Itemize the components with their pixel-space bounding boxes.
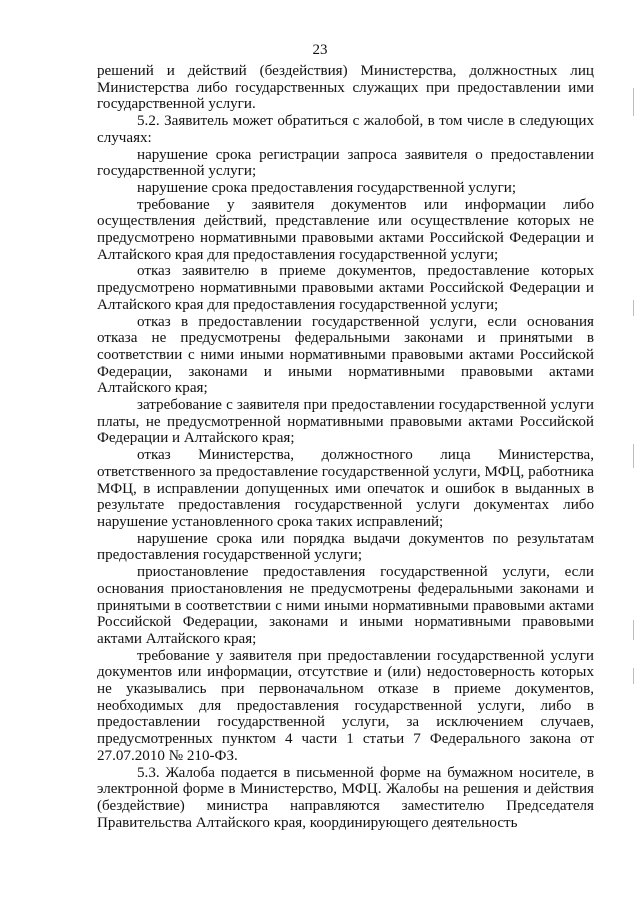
paragraph-5-3: 5.3. Жалоба подается в письменной форме на бумажном носителе, в электронной форме в Министерство, МФЦ. Жалобы на решения и действия (бездействие) министра направляются заместителю Председателя Правительства Алтайского края, координирующего деятельность xyxy=(97,764,594,831)
paragraph-case-1: нарушение срока регистрации запроса заявителя о предоставлении государственной услуги; xyxy=(97,146,594,180)
scan-margin-mark xyxy=(633,300,634,316)
paragraph-case-2: нарушение срока предоставления государственной услуги; xyxy=(137,179,517,196)
paragraph-case-10: требование у заявителя при предоставлении государственной услуги документов или информации, отсутствие и (или) недостоверность которых не указывались при первоначальном отказе в приеме документов, необходимых для предоставления государственной услуги, либо в предоставлении государственной услуги, за исключением случаев, предусмотренных пунктом 4 части 1 статьи 7 Федерального закона от 27.07.2010 № 210-ФЗ. xyxy=(97,647,594,764)
paragraph-5-2: 5.2. Заявитель может обратиться с жалобой, в том числе в следующих случаях: xyxy=(97,113,594,146)
paragraph-continuation: решений и действий (бездействия) Министерства, должностных лиц Министерства либо государственных служащих при предоставлении ими государственной услуги. xyxy=(97,63,594,113)
paragraph-case-9: приостановление предоставления государственной услуги, если основания приостановления не предусмотрены федеральными законами и принятыми в соответствии с ними иными нормативными правовыми актами Российской Федерации, законами и иными нормативными правовыми актами Алтайского края; xyxy=(97,564,594,647)
body-text xyxy=(97,63,594,831)
scan-margin-mark xyxy=(633,88,634,116)
page-number: 23 xyxy=(312,42,328,58)
paragraph-case-4: отказ заявителю в приеме документов, предоставление которых предусмотрено нормативными правовыми актами Российской Федерации и Алтайского края для предоставления государственной услуги; xyxy=(97,263,594,313)
paragraph-case-8: нарушение срока или порядка выдачи документов по результатам предоставления государственной услуги; xyxy=(97,530,594,564)
scan-margin-mark xyxy=(633,620,634,640)
scan-margin-mark xyxy=(633,668,634,684)
paragraph-case-7: отказ Министерства, должностного лица Министерства, ответственного за предоставление государственной услуги, МФЦ, работника МФЦ, в исправлении допущенных ими опечаток и ошибок в выданных в результате предоставления государственной услуги документах либо нарушение установленного срока таких исправлений; xyxy=(97,447,594,530)
paragraph-case-5: отказ в предоставлении государственной услуги, если основания отказа не предусмотрены федеральными законами и принятыми в соответствии с ними иными нормативными правовыми актами Российской Федерации, законами и иными нормативными правовыми актами Алтайского края; xyxy=(97,313,594,397)
paragraph-case-3: требование у заявителя документов или информации либо осуществления действий, представление или осуществление которых не предусмотрено нормативными правовыми актами Российской Федерации и Алтайского края для предоставления государственной услуги; xyxy=(97,196,594,263)
scan-margin-mark xyxy=(633,444,634,468)
paragraph-case-6: затребование с заявителя при предоставлении государственной услуги платы, не предусмотренной нормативными правовыми актами Российской Федерации и Алтайского края; xyxy=(97,397,594,447)
